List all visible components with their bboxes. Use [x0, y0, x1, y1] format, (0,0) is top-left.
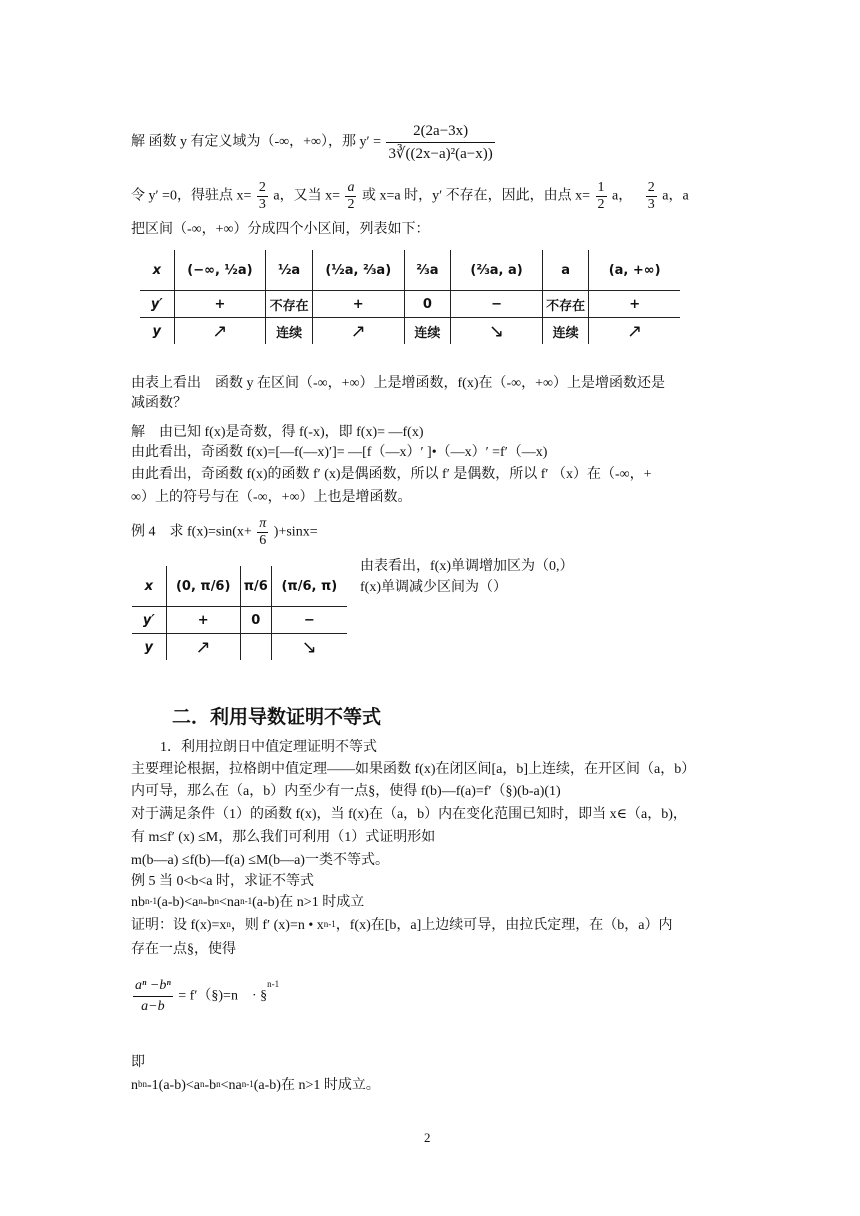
num: aⁿ −bⁿ	[133, 976, 173, 997]
sup: n-1	[241, 1079, 254, 1089]
arrow-up-icon: ↗	[627, 320, 643, 342]
sup: n-1	[240, 896, 253, 906]
arrow-up-icon: ↗	[195, 636, 211, 658]
text: 或 x=a 时，y′ 不存在，因此，由点 x=	[361, 188, 591, 204]
table-cell: +	[166, 607, 240, 634]
decreasing-arrow-icon	[271, 634, 347, 661]
table-cell: y′	[132, 607, 166, 634]
table-cell: π/6	[240, 566, 271, 607]
paragraph-line: 有 m≤f′ (x) ≤M，那么我们可利用（1）式证明形如	[131, 830, 436, 845]
text: 令 y′ =0，得驻点 x=	[131, 188, 252, 204]
table-cell: x	[140, 250, 174, 291]
table-cell: (−∞, ½a)	[174, 250, 266, 291]
sup: n	[216, 1079, 221, 1089]
decreasing-arrow-icon	[451, 318, 543, 345]
table-row-y	[140, 318, 680, 345]
text: )+sinx=	[273, 524, 318, 540]
inequality-line	[131, 893, 364, 913]
table-cell: +	[174, 291, 266, 318]
table-row-y	[132, 634, 347, 661]
increasing-arrow-icon	[166, 634, 240, 661]
conclusion-line-2: 减函数？	[131, 396, 187, 411]
table-row-dy	[132, 607, 347, 634]
fraction-1-2	[596, 180, 607, 213]
sub-title: 1．利用拉朗日中值定理证明不等式	[160, 740, 377, 755]
den: 3	[258, 197, 266, 212]
derivative-formula	[386, 120, 494, 165]
section-title: 二．利用导数证明不等式	[172, 706, 382, 728]
num: 2	[647, 180, 655, 195]
den: 2	[597, 197, 605, 212]
fraction-pi-6	[257, 516, 268, 549]
arrow-down-icon: ↘	[301, 636, 317, 658]
example4-line	[131, 516, 318, 549]
t: (a-b)在 n>1 时成立	[252, 895, 365, 910]
sup: n	[214, 896, 219, 906]
t: ，则 f′ (x)=n • x	[230, 918, 324, 933]
table-cell: 0	[404, 291, 451, 318]
table-cell: +	[312, 291, 404, 318]
t: 证明：设 f(x)=x	[131, 918, 227, 933]
table-row-x	[140, 250, 680, 291]
den: 3	[647, 197, 655, 212]
proof-line-1	[131, 916, 673, 936]
text: a，a	[662, 188, 689, 204]
therefore-line: 即	[131, 1055, 145, 1070]
table-cell: 连续	[404, 318, 451, 345]
solution2-line-1: 解 由已知 f(x)是奇数，得 f(-x)，即 f(x)= —f(x)	[131, 425, 424, 440]
solution-text: 解 函数 y 有定义域为（-∞，+∞），那 y′ =	[131, 134, 381, 150]
page-number: 2	[424, 1130, 431, 1145]
side-note-2: f(x)单调减少区间为（）	[360, 580, 507, 595]
num: 1	[597, 180, 605, 195]
table-cell: 连续	[266, 318, 313, 345]
result-line	[131, 1076, 380, 1096]
text: 例 4 求 f(x)=sin(x+	[131, 524, 252, 540]
t: -1(a-b)<a	[147, 1078, 200, 1093]
formula-denominator: 3∛((2x−a)²(a−x))	[388, 146, 493, 162]
table-cell: ½a	[266, 250, 313, 291]
proof-line-2: 存在一点§，使得	[131, 942, 236, 957]
t: n	[131, 1078, 138, 1093]
num: 2	[258, 180, 266, 195]
side-note-1: 由表看出，f(x)单调增加区为（0,）	[360, 559, 574, 574]
table-cell: x	[132, 566, 166, 607]
split-line: 把区间（-∞，+∞）分成四个小区间，列表如下：	[131, 222, 430, 237]
t: -b	[202, 895, 215, 910]
num: a	[347, 180, 355, 195]
increasing-arrow-icon	[312, 318, 404, 345]
num: π	[259, 516, 267, 531]
arrow-up-icon: ↗	[350, 320, 366, 342]
stationary-line	[131, 180, 689, 213]
text: a，又当 x=	[273, 188, 340, 204]
t: ，f(x)在[b，a]上边续可导，由拉氏定理，在（b，a）内	[335, 918, 673, 933]
variation-table-2	[132, 566, 347, 660]
table-cell: (½a, ⅔a)	[312, 250, 404, 291]
sup: n	[198, 896, 203, 906]
variation-table-1	[140, 250, 680, 344]
table-cell: (π/6, π)	[271, 566, 347, 607]
den: 6	[259, 533, 267, 548]
table-cell: (⅔a, a)	[451, 250, 543, 291]
table-cell: (0, π/6)	[166, 566, 240, 607]
table-cell: −	[271, 607, 347, 634]
increasing-arrow-icon	[589, 318, 680, 345]
t: nb	[131, 895, 145, 910]
fraction-an-bn	[133, 976, 173, 1017]
conclusion-line: 由表上看出 函数 y 在区间（-∞，+∞）上是增函数，f(x)在（-∞，+∞）上是增函数还是	[131, 376, 666, 391]
table-cell: 不存在	[542, 291, 588, 318]
sup: n-1	[323, 919, 336, 929]
arrow-down-icon: ↘	[489, 320, 505, 342]
solution2-line-3: 由此看出，奇函数 f(x)的函数 f′ (x)是偶函数，所以 f′ 是偶数，所以 f′ （x）在（-∞，+	[131, 467, 652, 482]
table-cell: y	[152, 323, 162, 339]
t: <na	[220, 1078, 242, 1093]
table-cell: 不存在	[266, 291, 313, 318]
table-cell: ⅔a	[404, 250, 451, 291]
table-cell: y′	[140, 291, 174, 318]
sup: bn	[138, 1079, 147, 1089]
fraction-2-3b	[646, 180, 657, 213]
text: a，	[612, 188, 633, 204]
t: <na	[218, 895, 241, 910]
den: 2	[347, 197, 355, 212]
fraction-2-3	[257, 180, 268, 213]
paragraph-line: 内可导，那么在（a，b）内至少有一点§，使得 f(b)—f(a)=f′（§)(b-a)(1)	[131, 784, 561, 799]
table-cell: −	[451, 291, 543, 318]
example5-line: 例 5 当 0<b<a 时，求证不等式	[131, 874, 315, 889]
t: (a-b)在 n>1 时成立。	[253, 1078, 380, 1093]
increasing-arrow-icon	[174, 318, 266, 345]
den: a−b	[141, 999, 165, 1014]
formula-numerator: 2(2a−3x)	[386, 120, 494, 143]
table-cell: +	[589, 291, 680, 318]
sup: n-1	[267, 979, 280, 989]
table-cell: 0	[240, 607, 271, 634]
table-cell: a	[542, 250, 588, 291]
table-cell	[240, 634, 271, 661]
sup: n	[226, 919, 231, 929]
fraction-a-2	[345, 180, 356, 213]
mvt-formula	[131, 976, 279, 1017]
table-cell: (a, +∞)	[589, 250, 680, 291]
sup: n-1	[145, 896, 157, 906]
solution2-line-4: ∞）上的符号与在（-∞，+∞）上也是增函数。	[131, 490, 412, 505]
t: -b	[204, 1078, 217, 1093]
arrow-up-icon: ↗	[212, 320, 228, 342]
paragraph-line: 对于满足条件（1）的函数 f(x)，当 f(x)在（a，b）内在变化范围已知时，即当 x∈（a，b)，	[131, 807, 687, 822]
table-row-x	[132, 566, 347, 607]
t: (a-b)<a	[157, 895, 199, 910]
t: = f′（§)=n · §	[178, 988, 268, 1004]
table-cell: 连续	[542, 318, 588, 345]
sup: n	[199, 1079, 205, 1089]
paragraph-line: 主要理论根据，拉格朗中值定理——如果函数 f(x)在闭区间[a，b]上连续，在开区间（a，b）	[131, 762, 696, 777]
table-row-dy	[140, 291, 680, 318]
table-cell: y	[144, 639, 154, 655]
paragraph-line: m(b—a) ≤f(b)—f(a) ≤M(b—a)一类不等式。	[131, 853, 389, 868]
solution2-line-2: 由此看出，奇函数 f(x)=[—f(—x)′]= —[f（—x）′ ]•（—x）′ =f′（—x)	[131, 445, 548, 460]
solution-line-1	[131, 120, 497, 165]
